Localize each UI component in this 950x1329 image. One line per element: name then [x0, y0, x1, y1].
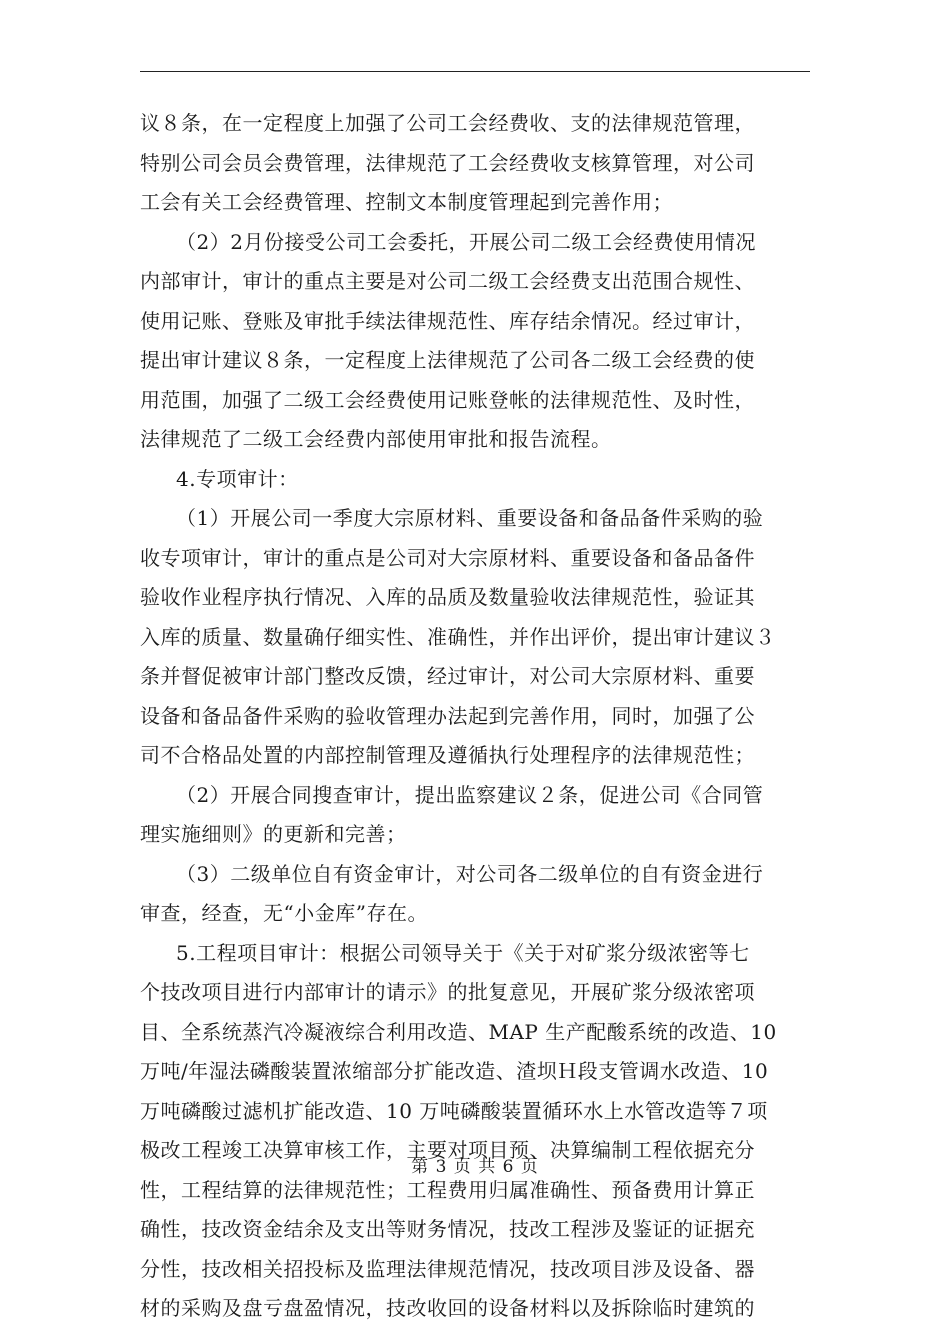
text-line: 司不合格品处置的内部控制管理及遵循执行处理程序的法律规范性； [140, 743, 755, 767]
text-line: 万吨/年湿法磷酸装置浓缩部分扩能改造、渣坝Ｈ段支管调水改造、10 [140, 1059, 769, 1083]
text-line: 确性，技改资金结余及支出等财务情况，技改工程涉及鉴证的证据充 [140, 1217, 755, 1241]
text-line: 特别公司会员会费管理，法律规范了工会经费收支核算管理，对公司 [140, 150, 755, 175]
text-line: 使用记账、登账及审批手续法律规范性、库存结余情况。经过审计， [140, 308, 755, 333]
text-line: 工会有关工会经费管理、控制文本制度管理起到完善作用； [140, 190, 673, 214]
page-footer: 第 3 页 共 6 页 [411, 1157, 539, 1177]
text-line: 4.专项审计： [176, 466, 299, 491]
text-line: 分性，技改相关招投标及监理法律规范情况，技改项目涉及设备、器 [140, 1256, 755, 1281]
text-line: 5.工程项目审计：根据公司领导关于《关于对矿浆分级浓密等七 [176, 940, 750, 965]
text-line: 性，工程结算的法律规范性；工程费用归属准确性、预备费用计算正 [140, 1177, 755, 1202]
text-line: 个技改项目进行内部审计的请示》的批复意见，开展矿浆分级浓密项 [140, 980, 755, 1004]
text-line: 条并督促被审计部门整改反馈，经过审计，对公司大宗原材料、重要 [140, 664, 755, 688]
text-line: 极改工程竣工决算审核工作，主要对项目预、决算编制工程依据充分 [140, 1138, 755, 1162]
text-line: 材的采购及盘亏盘盈情况，技改收回的设备材料以及拆除临时建筑的 [140, 1296, 755, 1320]
text-line: 议８条，在一定程度上加强了公司工会经费收、支的法律规范管理， [140, 111, 755, 135]
header-rule [140, 71, 810, 72]
text-line: 用范围，加强了二级工会经费使用记账登帐的法律规范性、及时性， [140, 387, 755, 412]
text-line: 法律规范了二级工会经费内部使用审批和报告流程。 [140, 427, 612, 451]
text-line: （3）二级单位自有资金审计，对公司各二级单位的自有资金进行 [176, 861, 764, 886]
text-line: （2）开展合同搜查审计，提出监察建议２条，促进公司《合同管 [176, 782, 764, 807]
text-line: 理实施细则》的更新和完善； [140, 822, 407, 846]
text-line: 内部审计，审计的重点主要是对公司二级工会经费支出范围合规性、 [140, 269, 755, 293]
text-line: 提出审计建议８条，一定程度上法律规范了公司各二级工会经费的使 [140, 348, 755, 372]
text-line: 万吨磷酸过滤机扩能改造、10 万吨磷酸装置循环水上水管改造等７项 [140, 1098, 768, 1123]
text-line: 目、全系统蒸汽冷凝液综合利用改造、MAP 生产配酸系统的改造、10 [140, 1019, 777, 1044]
text-line: 验收作业程序执行情况、入库的品质及数量验收法律规范性，验证其 [140, 585, 755, 609]
text-line: 设备和备品备件采购的验收管理办法起到完善作用，同时，加强了公 [140, 703, 755, 728]
text-line: （1）开展公司一季度大宗原材料、重要设备和备品备件采购的验 [176, 506, 764, 530]
document-body [140, 104, 812, 1329]
text-line: 入库的质量、数量确仔细实性、准确性，并作出评价，提出审计建议３ [140, 624, 776, 649]
text-line: 收专项审计，审计的重点是公司对大宗原材料、重要设备和备品备件 [140, 545, 755, 570]
text-line: 审查，经查，无“小金库”存在。 [140, 901, 428, 925]
text-line: （2）2月份接受公司工会委托，开展公司二级工会经费使用情况 [176, 229, 756, 254]
